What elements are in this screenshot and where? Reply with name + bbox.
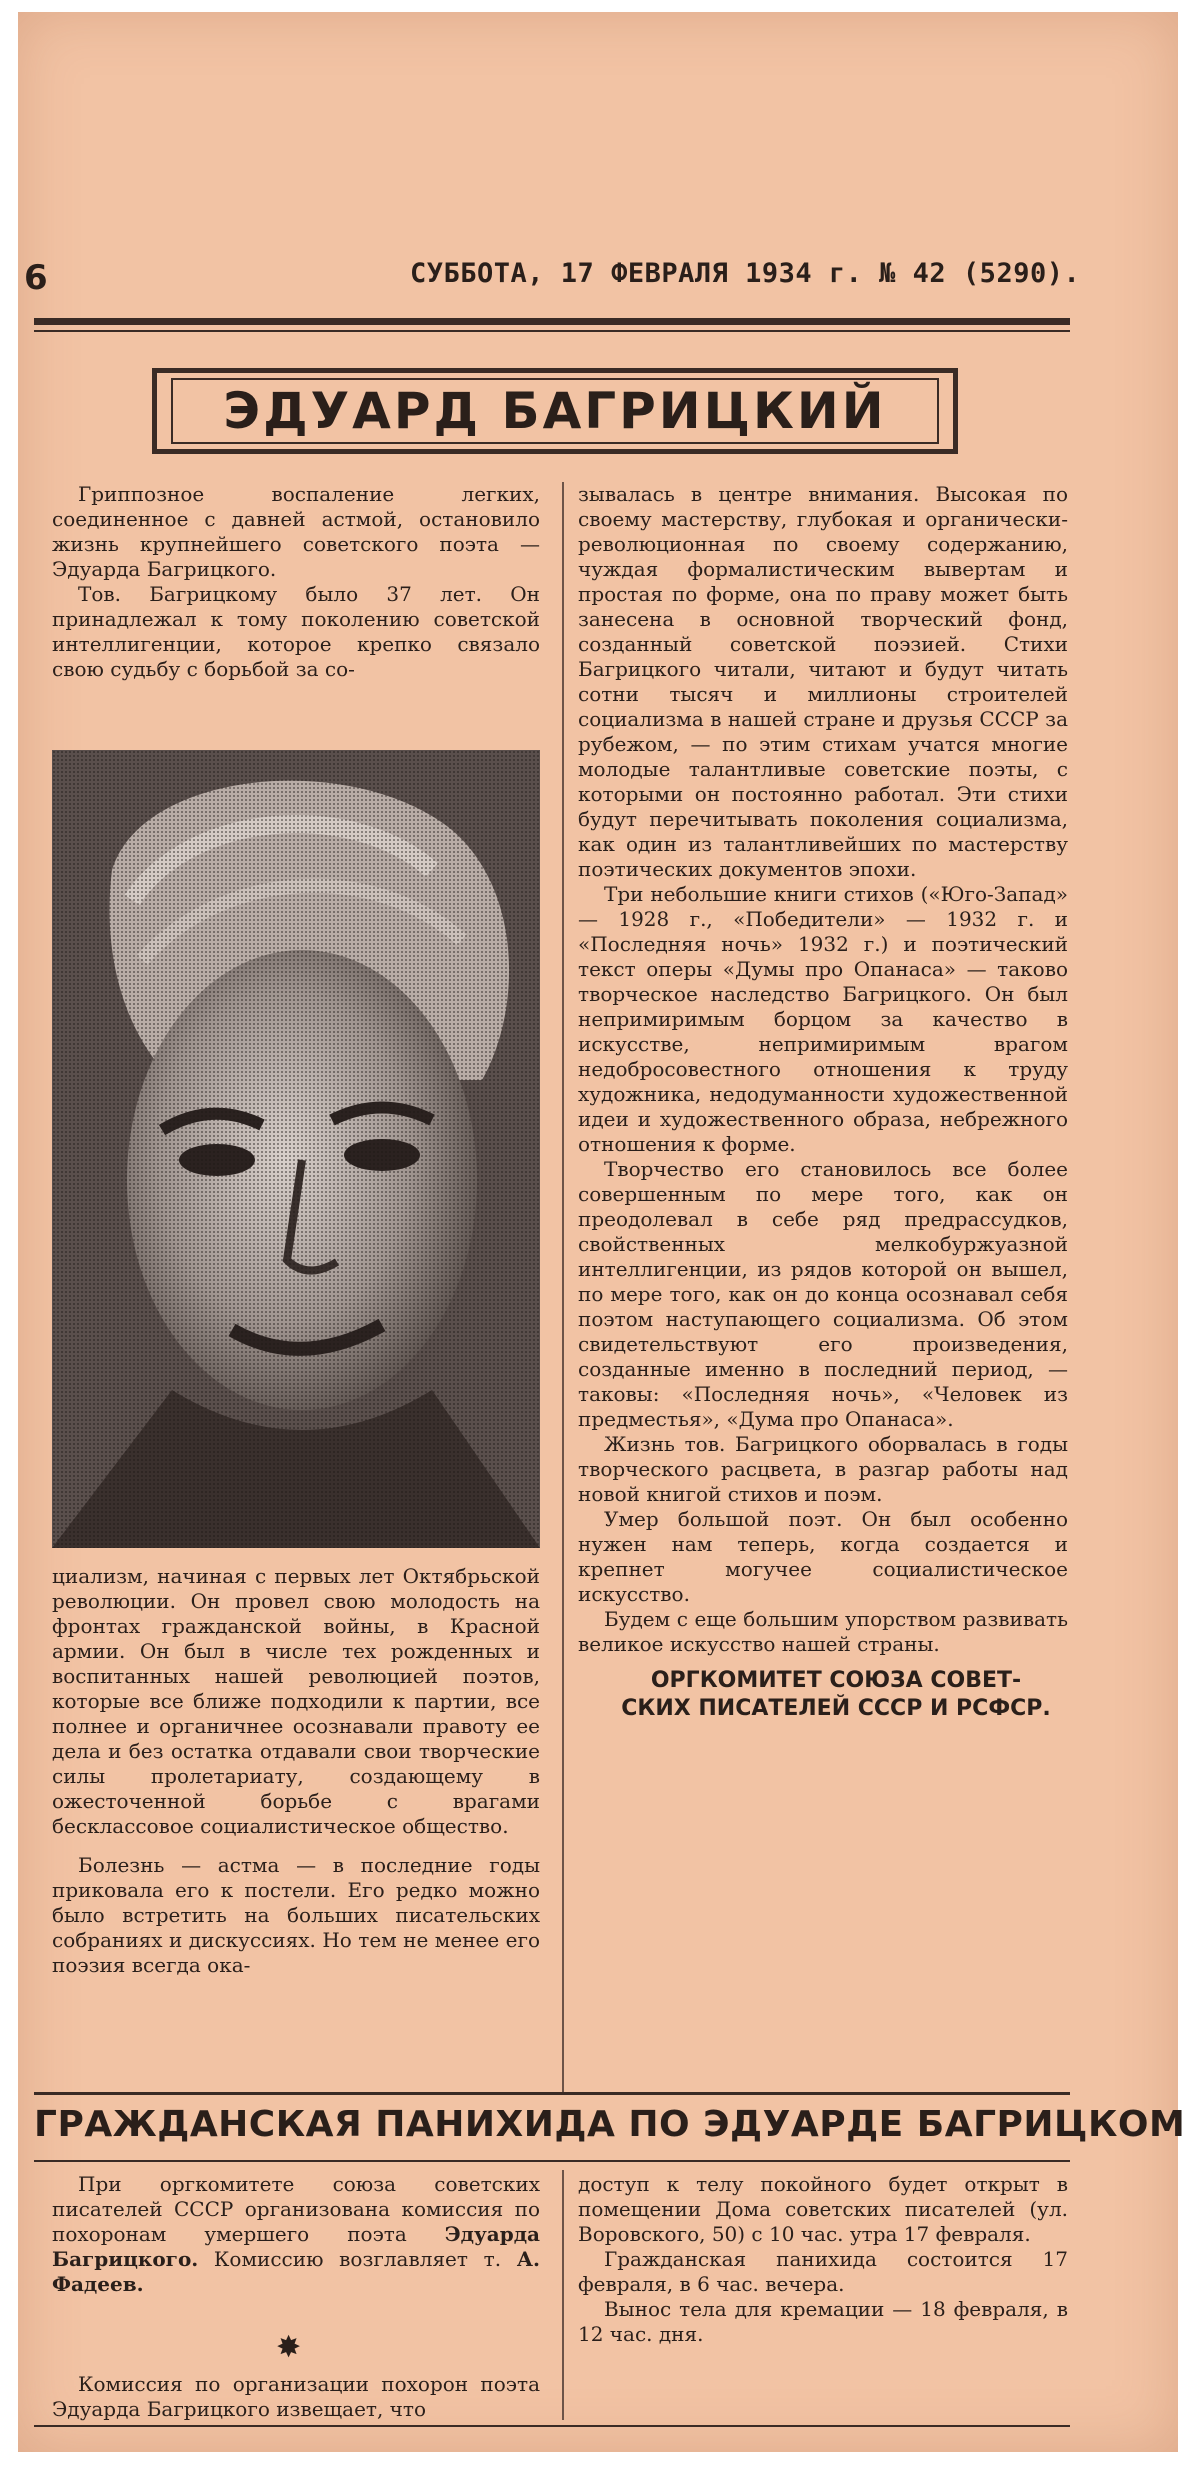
star-ornament: ✸ bbox=[276, 2330, 302, 2365]
signature-line: СКИХ ПИСАТЕЛЕЙ СССР И РСФСР. bbox=[621, 1696, 1051, 1721]
paragraph: Жизнь тов. Багрицкого оборвалась в годы творческого расцвета, в разгар работы над новой книгой стихов и поэм. bbox=[578, 1432, 1068, 1506]
paragraph: Творчество его становилось все более совершенным по мере того, как он преодолевал в себе ряд предрассудков, свойственных мелкобуржуазной интеллигенции, из рядов которой он вышел, по мере того, как он до конца осознавал себя поэтом наступающего социализма. Об этом свидетельствуют его произведения, созданные именно в последний период, — таковы: «Последняя ночь», «Человек из предместья», «Дума про Опанаса». bbox=[578, 1157, 1068, 1431]
paragraph: зывалась в центре внимания. Высокая по своему мастерству, глубокая и органически-революционная по своему содержанию, чуждая формалистическим вывертам и простая по форме, она по праву может быть занесена в основной творческий фонд, созданный советской поэзией. Стихи Багрицкого читали, читают и будут читать сотни тысяч и миллионы строителей социализма в нашей стране и друзья СССР за рубежом, — по этим стихам учатся многие молодые талантливые советские поэты, с которыми он постоянно работал. Эти стихи будут перечитывать поколения социализма, как один из талантливейших по мастерству поэтических документов эпохи. bbox=[578, 482, 1068, 881]
paragraph: Три небольшие книги стихов («Юго-Запад» — 1928 г., «Победители» — 1932 г. и «Последняя ночь» 1932 г.) и поэтический текст оперы «Думы про Опанаса» — таково творческое наследство Багрицкого. Он был непримиримым борцом за качество в искусстве, непримиримым врагом недобросовестного отношения к труду художника, недодуманности художественной идеи и художественного образа, небрежного отношения к форме. bbox=[578, 882, 1068, 1156]
column-divider bbox=[562, 482, 564, 2092]
poet-name: Эдуарда Багрицкого. bbox=[52, 2222, 540, 2271]
paragraph: Комиссия по организации похорон поэта Эдуарда Багрицкого извещает, что bbox=[52, 2372, 540, 2421]
paragraph: доступ к телу покойного будет открыт в помещении Дома советских писателей (ул. Воровского, 50) с 10 час. утра 17 февраля. bbox=[578, 2172, 1068, 2246]
page-number: 6 bbox=[24, 258, 48, 298]
paragraph: циализм, начиная с первых лет Октябрьской революции. Он провел свою молодость на фронтах гражданской войны, в Красной армии. Он был в числе тех рожденных и воспитанных нашей революцией поэтов, которые все ближе подходили к партии, все полнее и органичнее осознавали правоту ее дела и без остатка отдавали свои творческие силы пролетариату, создающему в ожесточенной борьбе с врагами бесклассовое социалистическое общество. bbox=[52, 1564, 540, 1838]
text: При оргкомитете союза советских писателей СССР организована комиссия по похоронам умершего поэта bbox=[52, 2172, 540, 2246]
paragraph: Гриппозное воспаление легких, соединенное с давней астмой, остановило жизнь крупнейшего советского поэта — Эдуарда Багрицкого. bbox=[52, 482, 540, 581]
section-rule-thin bbox=[34, 2160, 1070, 2162]
bottom-rule bbox=[34, 2425, 1070, 2427]
signature-line: ОРГКОМИТЕТ СОЮЗА СОВЕТ- bbox=[650, 1668, 1022, 1693]
section-rule bbox=[34, 2092, 1070, 2095]
left-column-intro bbox=[52, 482, 540, 682]
left-column-continuation bbox=[52, 1564, 540, 1978]
article-title: ЭДУАРД БАГРИЦКИЙ bbox=[171, 378, 939, 444]
paragraph: Будем с еще большим упорством развивать великое искусство нашей страны. bbox=[578, 1607, 1068, 1656]
paragraph: Гражданская панихида состоится 17 февраля, в 6 час. вечера. bbox=[578, 2247, 1068, 2296]
article-title-frame bbox=[152, 368, 958, 454]
commission-chair: А. Фадеев. bbox=[52, 2247, 540, 2296]
header-rule-thin bbox=[34, 330, 1070, 332]
memorial-left-column bbox=[52, 2172, 540, 2297]
paragraph: Болезнь — астма — в последние годы приковала его к постели. Его редко можно было встретить на больших писательских собраниях и дискуссиях. Но тем не менее его поэзия всегда ока- bbox=[52, 1853, 540, 1977]
text: Комиссию возглавляет т. bbox=[198, 2247, 517, 2271]
column-divider bbox=[562, 2170, 564, 2420]
signature bbox=[578, 1667, 1068, 1723]
header-rule bbox=[34, 318, 1070, 325]
paragraph: Тов. Багрицкому было 37 лет. Он принадлежал к тому поколению советской интеллигенции, которое крепко связало свою судьбу с борьбой за со- bbox=[52, 582, 540, 681]
right-column bbox=[578, 482, 1068, 1723]
portrait-photo bbox=[52, 750, 540, 1548]
memorial-left-column-2 bbox=[52, 2372, 540, 2422]
memorial-headline: ГРАЖДАНСКАЯ ПАНИХИДА ПО ЭДУАРДЕ БАГРИЦКОМ bbox=[34, 2104, 1186, 2145]
memorial-right-column bbox=[578, 2172, 1068, 2347]
paragraph: Вынос тела для кремации — 18 февраля, в 12 час. дня. bbox=[578, 2297, 1068, 2346]
portrait-illustration bbox=[52, 750, 540, 1548]
paragraph bbox=[52, 2172, 540, 2297]
paragraph: Умер большой поэт. Он был особенно нужен нам теперь, когда создается и крепнет могучее социалистическое искусство. bbox=[578, 1507, 1068, 1606]
issue-date-line: СУББОТА, 17 ФЕВРАЛЯ 1934 г. № 42 (5290). bbox=[410, 258, 1081, 289]
